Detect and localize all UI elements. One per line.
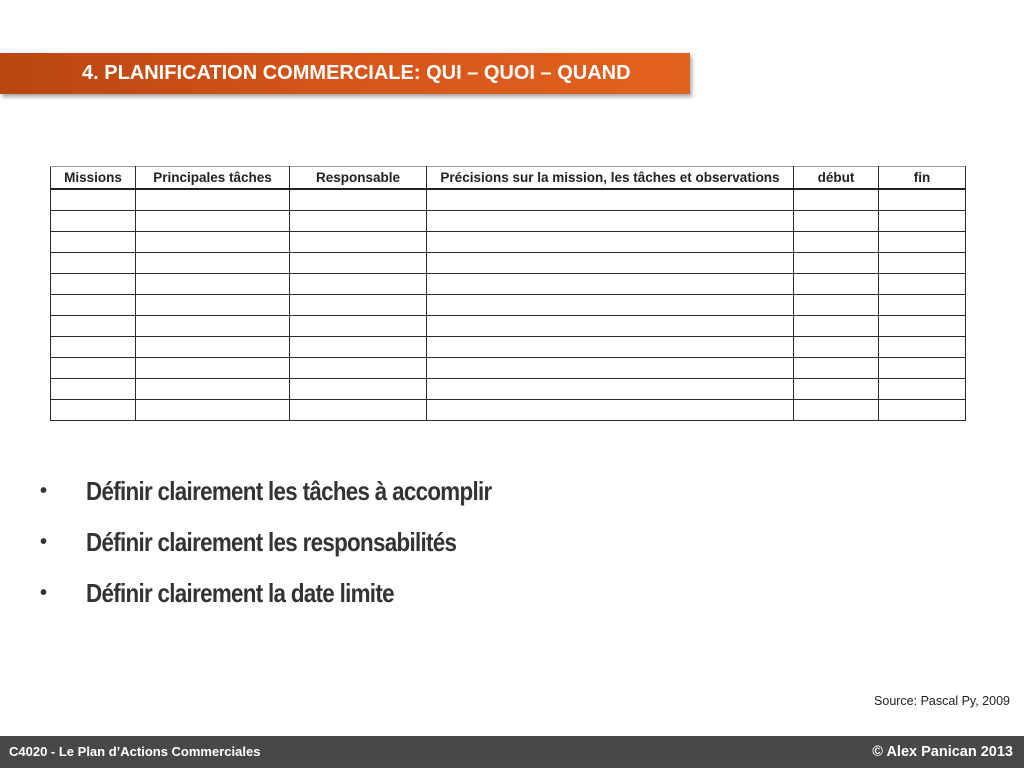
table-cell bbox=[794, 274, 879, 295]
table-cell bbox=[879, 316, 966, 337]
table-cell bbox=[879, 211, 966, 232]
table-cell bbox=[879, 400, 966, 421]
table-cell bbox=[879, 189, 966, 211]
table-cell bbox=[51, 400, 136, 421]
bullet-text: Définir clairement les responsabilités bbox=[86, 527, 457, 557]
table-cell bbox=[51, 232, 136, 253]
table-cell bbox=[879, 232, 966, 253]
table-row bbox=[51, 337, 966, 358]
table-cell bbox=[51, 337, 136, 358]
table-cell bbox=[427, 358, 794, 379]
table-cell bbox=[136, 337, 290, 358]
table-row bbox=[51, 189, 966, 211]
table-header-row bbox=[51, 167, 966, 190]
table-cell bbox=[51, 211, 136, 232]
bullet-icon: • bbox=[40, 531, 47, 553]
column-header-debut: début bbox=[794, 167, 879, 190]
bullet-icon: • bbox=[40, 480, 47, 502]
footer-copyright: © Alex Panican 2013 bbox=[872, 744, 1013, 760]
table-cell bbox=[136, 316, 290, 337]
table-cell bbox=[427, 337, 794, 358]
table-cell bbox=[51, 253, 136, 274]
table-cell bbox=[136, 274, 290, 295]
table-cell bbox=[427, 316, 794, 337]
planning-table-container bbox=[50, 166, 965, 421]
table-cell bbox=[794, 379, 879, 400]
table-cell bbox=[51, 358, 136, 379]
table-cell bbox=[290, 337, 427, 358]
table-row bbox=[51, 316, 966, 337]
table-cell bbox=[427, 295, 794, 316]
table-cell bbox=[879, 337, 966, 358]
column-header-precisions: Précisions sur la mission, les tâches et observations bbox=[427, 167, 794, 190]
column-header-missions: Missions bbox=[51, 167, 136, 190]
slide-title-bar bbox=[0, 53, 690, 94]
table-cell bbox=[427, 274, 794, 295]
slide-title: 4. PLANIFICATION COMMERCIALE: QUI – QUOI – QUAND bbox=[82, 62, 631, 84]
list-item bbox=[40, 570, 558, 621]
table-row bbox=[51, 253, 966, 274]
table-row bbox=[51, 211, 966, 232]
bullet-text: Définir clairement les tâches à accomplir bbox=[86, 476, 492, 506]
table-cell bbox=[51, 316, 136, 337]
table-cell bbox=[51, 379, 136, 400]
table-cell bbox=[794, 253, 879, 274]
table-cell bbox=[794, 295, 879, 316]
table-cell bbox=[136, 358, 290, 379]
table-cell bbox=[136, 232, 290, 253]
table-cell bbox=[427, 189, 794, 211]
table-cell bbox=[290, 400, 427, 421]
list-item bbox=[40, 468, 558, 519]
table-cell bbox=[290, 211, 427, 232]
table-row bbox=[51, 400, 966, 421]
table-cell bbox=[136, 189, 290, 211]
table-cell bbox=[879, 253, 966, 274]
table-cell bbox=[427, 253, 794, 274]
bullet-icon: • bbox=[40, 582, 47, 604]
table-cell bbox=[290, 253, 427, 274]
list-item bbox=[40, 519, 558, 570]
column-header-responsable: Responsable bbox=[290, 167, 427, 190]
table-cell bbox=[51, 295, 136, 316]
table-row bbox=[51, 232, 966, 253]
table-cell bbox=[136, 253, 290, 274]
table-cell bbox=[794, 358, 879, 379]
table-cell bbox=[879, 358, 966, 379]
table-cell bbox=[136, 400, 290, 421]
table-cell bbox=[290, 189, 427, 211]
table-body bbox=[51, 189, 966, 421]
table-cell bbox=[794, 316, 879, 337]
column-header-principales-taches: Principales tâches bbox=[136, 167, 290, 190]
table-row bbox=[51, 295, 966, 316]
table-cell bbox=[136, 295, 290, 316]
table-cell bbox=[136, 211, 290, 232]
table-cell bbox=[794, 211, 879, 232]
bullet-text: Définir clairement la date limite bbox=[86, 578, 394, 608]
table-cell bbox=[427, 400, 794, 421]
table-cell bbox=[427, 379, 794, 400]
table-cell bbox=[427, 232, 794, 253]
table-cell bbox=[290, 274, 427, 295]
table-row bbox=[51, 379, 966, 400]
table-cell bbox=[290, 295, 427, 316]
table-cell bbox=[794, 232, 879, 253]
footer-bar bbox=[0, 736, 1024, 768]
table-cell bbox=[51, 274, 136, 295]
table-cell bbox=[290, 358, 427, 379]
table-cell bbox=[879, 274, 966, 295]
table-cell bbox=[879, 379, 966, 400]
table-row bbox=[51, 358, 966, 379]
table-cell bbox=[290, 316, 427, 337]
table-cell bbox=[136, 379, 290, 400]
table-row bbox=[51, 274, 966, 295]
table-cell bbox=[794, 337, 879, 358]
footer-course-title: C4020 - Le Plan d’Actions Commerciales bbox=[9, 744, 261, 759]
bullet-list bbox=[40, 468, 558, 621]
table-cell bbox=[51, 189, 136, 211]
source-citation: Source: Pascal Py, 2009 bbox=[874, 694, 1010, 708]
table-cell bbox=[879, 295, 966, 316]
table-cell bbox=[794, 400, 879, 421]
table-cell bbox=[427, 211, 794, 232]
table-cell bbox=[290, 232, 427, 253]
planning-table bbox=[50, 166, 966, 421]
column-header-fin: fin bbox=[879, 167, 966, 190]
table-cell bbox=[290, 379, 427, 400]
table-cell bbox=[794, 189, 879, 211]
